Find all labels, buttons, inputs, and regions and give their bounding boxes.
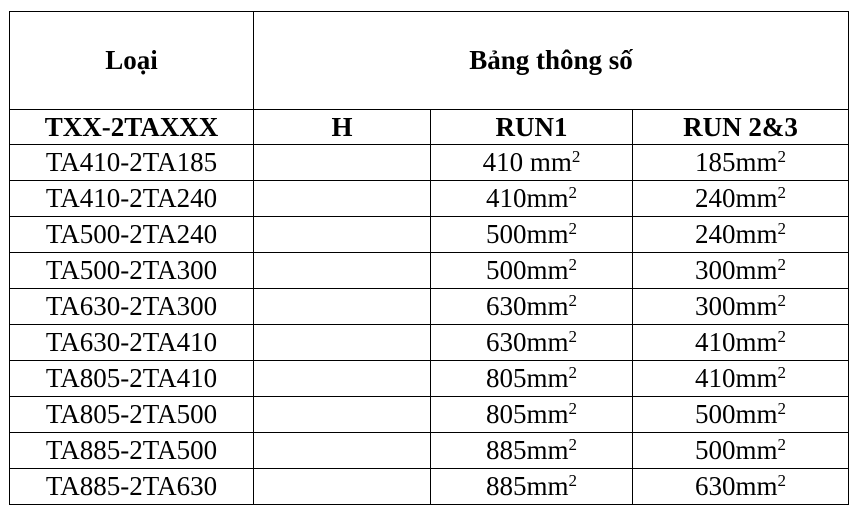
model-cell [10,325,254,361]
model-cell-text: TA410-2TA185 [45,147,218,177]
run23-cell [633,325,849,361]
h-cell [254,253,431,289]
spec-table [9,11,849,505]
h-cell [254,361,431,397]
run1-cell [431,469,633,505]
run1-cell-text: 630mm [485,327,569,357]
run23-cell-text: 500mm [694,399,778,429]
run23-cell [633,253,849,289]
model-cell [10,433,254,469]
run23-cell-text: 630mm [694,471,778,501]
run1-cell-superscript: 2 [568,434,577,454]
run1-cell [431,433,633,469]
model-cell [10,397,254,433]
run23-cell [633,433,849,469]
run23-cell [633,217,849,253]
run1-cell [431,397,633,433]
run23-cell [633,181,849,217]
h-cell [254,217,431,253]
run23-cell-superscript: 2 [777,218,786,238]
model-cell-text: TA410-2TA240 [45,183,218,213]
table-header-row [10,12,849,110]
run1-cell-superscript: 2 [568,326,577,346]
run1-cell [431,217,633,253]
run23-cell-superscript: 2 [777,434,786,454]
run23-cell-superscript: 2 [777,254,786,274]
run23-cell [633,145,849,181]
run1-cell [431,145,633,181]
run23-cell-superscript: 2 [777,182,786,202]
table-row [10,361,849,397]
model-cell-text: TA500-2TA300 [45,255,218,285]
table-row [10,325,849,361]
run1-cell [431,181,633,217]
run23-cell [633,397,849,433]
run23-cell-text: 300mm [694,291,778,321]
model-cell [10,145,254,181]
h-cell [254,433,431,469]
table-row [10,289,849,325]
run23-cell-text: 500mm [694,435,778,465]
spec-header: Bảng thông số [254,12,849,110]
h-cell [254,145,431,181]
run23-cell-text: 240mm [694,219,778,249]
model-cell [10,289,254,325]
model-cell-text: TA500-2TA240 [45,219,218,249]
model-cell-text: TA805-2TA500 [45,399,218,429]
h-cell [254,469,431,505]
run23-cell-text: 240mm [694,183,778,213]
table-row [10,145,849,181]
run23-cell [633,289,849,325]
run1-header: RUN1 [431,110,633,145]
table-row [10,217,849,253]
run1-cell [431,289,633,325]
run23-cell-text: 410mm [694,363,778,393]
run1-cell-superscript: 2 [568,398,577,418]
run23-cell-superscript: 2 [777,290,786,310]
run1-cell-superscript: 2 [568,218,577,238]
model-cell-text: TA630-2TA300 [45,291,218,321]
run1-cell-superscript: 2 [568,362,577,382]
h-header: H [254,110,431,145]
run1-cell-text: 805mm [485,363,569,393]
table-row [10,253,849,289]
run1-cell-text: 630mm [485,291,569,321]
h-cell [254,325,431,361]
table-body [10,145,849,505]
run23-cell [633,361,849,397]
run1-cell [431,253,633,289]
model-cell-text: TA805-2TA410 [45,363,218,393]
model-cell-text: TA885-2TA630 [45,471,218,501]
run23-header: RUN 2&3 [633,110,849,145]
type-header: Loại [10,12,254,110]
h-cell [254,397,431,433]
run1-cell [431,325,633,361]
run1-cell-text: 500mm [485,219,569,249]
run1-cell-text: 500mm [485,255,569,285]
table-row [10,397,849,433]
run1-cell-text: 805mm [485,399,569,429]
table-row [10,433,849,469]
model-cell [10,217,254,253]
model-cell [10,361,254,397]
table-row [10,469,849,505]
run23-cell-superscript: 2 [777,326,786,346]
model-cell [10,469,254,505]
run1-cell-superscript: 2 [568,254,577,274]
h-cell [254,289,431,325]
run1-cell-superscript: 2 [568,182,577,202]
model-cell-text: TA630-2TA410 [45,327,218,357]
run1-cell-superscript: 2 [568,470,577,490]
run23-cell-superscript: 2 [777,398,786,418]
run23-cell-text: 300mm [694,255,778,285]
run1-cell-text: 885mm [485,471,569,501]
model-cell-text: TA885-2TA500 [45,435,218,465]
run1-cell-superscript: 2 [571,146,581,166]
run1-cell [431,361,633,397]
table-subheader-row [10,110,849,145]
run1-cell-superscript: 2 [568,290,577,310]
run1-cell-text: 410mm [485,183,569,213]
run1-cell-text: 885mm [485,435,569,465]
run23-cell-text: 410mm [694,327,778,357]
model-header: TXX-2TAXXX [10,110,254,145]
h-cell [254,181,431,217]
run23-cell-superscript: 2 [777,470,786,490]
model-cell [10,253,254,289]
run23-cell [633,469,849,505]
run23-cell-superscript: 2 [777,146,786,166]
run1-cell-text: 410 mm [482,147,572,177]
model-cell [10,181,254,217]
run23-cell-superscript: 2 [777,362,786,382]
table-row [10,181,849,217]
run23-cell-text: 185mm [694,147,778,177]
